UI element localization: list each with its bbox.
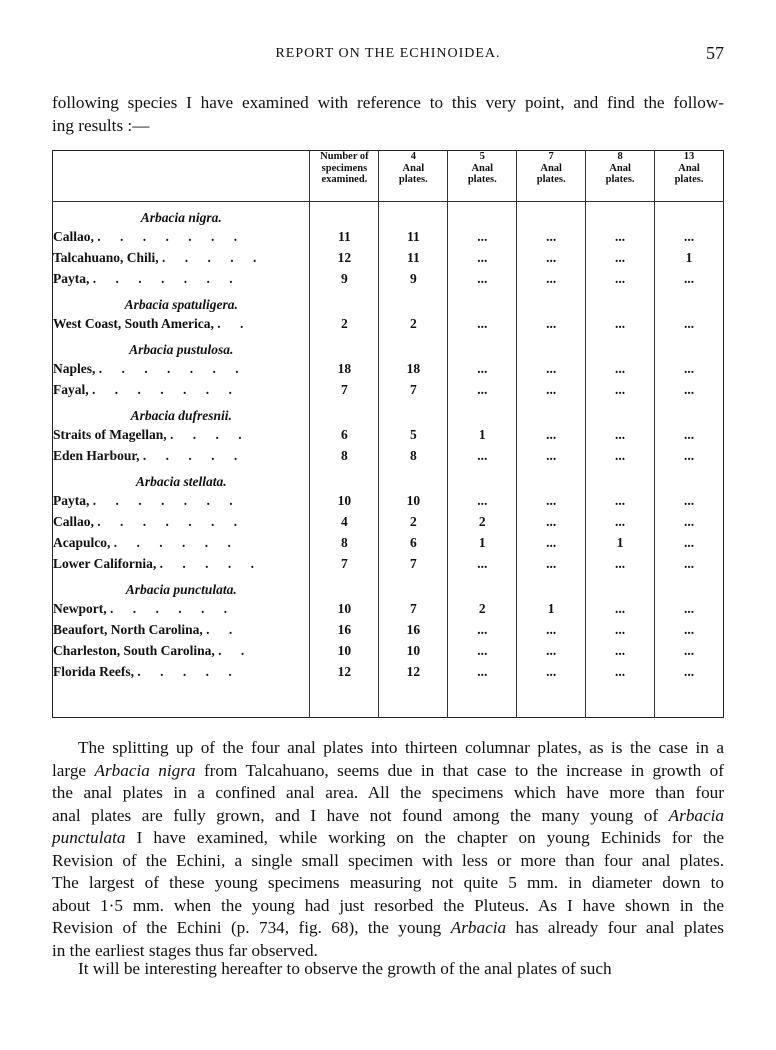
species-name: Arbacia punctulata. <box>125 582 237 597</box>
species-row <box>53 334 724 358</box>
column-header-line: Anal <box>609 162 631 174</box>
text-line: large Arbacia nigra from Talcahuano, seems due in that case to the increase in growth of <box>52 760 724 780</box>
locality-name: Eden Harbour, <box>53 447 143 463</box>
text-line: the anal plates in a confined anal area. All the specimens which have more than four <box>52 783 724 802</box>
table-row <box>53 490 724 511</box>
locality-name: Straits of Magellan, <box>53 426 170 442</box>
leader-dots: . . <box>206 621 241 637</box>
value-cell: ... <box>586 247 655 268</box>
value-cell: ... <box>586 268 655 289</box>
empty-cell <box>517 289 586 313</box>
value-cell: 7 <box>310 553 379 574</box>
empty-cell <box>586 202 655 227</box>
value-cell: ... <box>448 379 517 400</box>
empty-cell <box>310 466 379 490</box>
value-cell: ... <box>448 553 517 574</box>
empty-cell <box>448 466 517 490</box>
text-line: in the earliest stages thus far observed. <box>52 940 318 960</box>
empty-cell <box>655 289 724 313</box>
value-cell: ... <box>586 490 655 511</box>
locality-cell <box>53 553 310 574</box>
column-header-line: plates. <box>467 174 497 185</box>
value-cell: ... <box>586 640 655 661</box>
table-body <box>53 202 724 718</box>
value-cell: 11 <box>379 247 448 268</box>
value-cell: ... <box>448 226 517 247</box>
empty-cell <box>586 466 655 490</box>
italic-taxon: Arbacia <box>668 805 724 825</box>
species-row <box>53 466 724 490</box>
empty-cell <box>448 334 517 358</box>
species-name: Arbacia nigra. <box>140 210 222 225</box>
value-cell: ... <box>517 424 586 445</box>
value-cell: ... <box>448 619 517 640</box>
column-header-line: 8 <box>617 151 623 162</box>
value-cell: 2 <box>310 313 379 334</box>
locality-cell <box>53 490 310 511</box>
value-cell: 2 <box>379 313 448 334</box>
column-header-line: 5 <box>479 151 485 162</box>
value-cell: 8 <box>379 445 448 466</box>
value-cell: ... <box>655 379 724 400</box>
value-cell: ... <box>655 640 724 661</box>
empty-cell <box>655 400 724 424</box>
value-cell: 10 <box>310 598 379 619</box>
table-row <box>53 661 724 682</box>
leader-dots: . . . . . . . <box>98 360 247 376</box>
value-cell: 9 <box>310 268 379 289</box>
value-cell: ... <box>655 553 724 574</box>
text-line: It will be interesting hereafter to observe the growth of the anal plates of such <box>78 959 612 978</box>
value-cell: ... <box>655 358 724 379</box>
empty-cell <box>379 574 448 598</box>
table-row <box>53 424 724 445</box>
locality-cell <box>53 379 310 400</box>
leader-dots: . . . . . . . <box>97 513 246 529</box>
value-cell: 10 <box>379 490 448 511</box>
value-cell: ... <box>586 553 655 574</box>
value-cell: 4 <box>310 511 379 532</box>
value-cell: 1 <box>448 532 517 553</box>
column-header <box>655 151 724 202</box>
empty-cell <box>448 289 517 313</box>
empty-cell <box>517 466 586 490</box>
locality-name: Florida Reefs, <box>53 663 138 679</box>
value-cell: ... <box>586 619 655 640</box>
empty-cell <box>586 334 655 358</box>
value-cell: 7 <box>379 553 448 574</box>
value-cell: ... <box>586 424 655 445</box>
value-cell: ... <box>586 358 655 379</box>
page-number: 57 <box>706 43 724 63</box>
value-cell: ... <box>448 247 517 268</box>
value-cell: ... <box>655 661 724 682</box>
empty-cell <box>379 202 448 227</box>
empty-cell <box>655 466 724 490</box>
leader-dots: . . . . <box>170 426 250 442</box>
table-row <box>53 226 724 247</box>
locality-name: Callao, <box>53 513 98 529</box>
value-cell: 11 <box>379 226 448 247</box>
empty-cell <box>310 400 379 424</box>
locality-name: Talcahuano, Chili, <box>53 249 163 265</box>
value-cell: ... <box>448 313 517 334</box>
value-cell: ... <box>655 490 724 511</box>
value-cell: 12 <box>379 661 448 682</box>
text-line: The largest of these young specimens measuring not quite 5 mm. in diameter down to <box>52 873 724 892</box>
column-header-line: Anal <box>402 162 425 174</box>
column-header <box>517 151 586 202</box>
table-row <box>53 640 724 661</box>
value-cell: ... <box>517 490 586 511</box>
value-cell: 18 <box>310 358 379 379</box>
empty-cell <box>379 289 448 313</box>
leader-dots: . . . . . . <box>110 600 236 616</box>
spacer-cell <box>586 682 655 718</box>
intro-paragraph <box>52 92 724 137</box>
leader-dots: . . . . . <box>142 447 246 463</box>
locality-name: Newport, <box>53 600 110 616</box>
value-cell: ... <box>655 268 724 289</box>
locality-name: Fayal, <box>53 381 92 397</box>
value-cell: ... <box>586 661 655 682</box>
column-header-line: 7 <box>548 151 554 162</box>
species-name: Arbacia spatuligera. <box>124 297 238 312</box>
leader-dots: . . . . . <box>137 663 240 679</box>
empty-cell <box>310 574 379 598</box>
value-cell: ... <box>517 553 586 574</box>
locality-cell <box>53 424 310 445</box>
column-header-line: Anal <box>540 162 562 174</box>
leader-dots: . . . . . <box>162 249 265 265</box>
body-paragraph-1 <box>52 737 724 962</box>
locality-cell <box>53 445 310 466</box>
value-cell: ... <box>655 532 724 553</box>
table-row <box>53 358 724 379</box>
value-cell: 10 <box>310 640 379 661</box>
value-cell: 1 <box>517 598 586 619</box>
value-cell: 7 <box>379 379 448 400</box>
text-line: ing results :— <box>52 115 150 135</box>
locality-cell <box>53 247 310 268</box>
empty-cell <box>379 400 448 424</box>
value-cell: ... <box>517 268 586 289</box>
text-line: about 1·5 mm. when the young had just resorbed the Pluteus. As I have shown in the <box>52 895 724 915</box>
locality-name: Lower California, <box>53 555 160 571</box>
text-line: following species I have examined with reference to this very point, and find the follow- <box>52 93 724 112</box>
column-header <box>379 151 448 202</box>
locality-cell <box>53 358 310 379</box>
table-row <box>53 247 724 268</box>
value-cell: ... <box>517 661 586 682</box>
spacer-cell <box>448 682 517 718</box>
text-line: Revision of the Echini (p. 734, fig. 68), the young Arbacia has already four anal plates <box>52 918 724 937</box>
value-cell: 8 <box>310 445 379 466</box>
leader-dots: . . <box>218 642 253 658</box>
spacer-cell <box>310 682 379 718</box>
column-header <box>586 151 655 202</box>
locality-name: Payta, <box>53 270 93 286</box>
text-line: punctulata I have examined, while working on the chapter on young Echinids for the <box>52 828 724 847</box>
locality-cell <box>53 268 310 289</box>
text-line: The splitting up of the four anal plates into thirteen columnar plates, as is the case in a <box>78 738 724 757</box>
column-header-line: examined. <box>321 174 368 185</box>
value-cell: ... <box>586 379 655 400</box>
leader-dots: . . . . . . . <box>97 228 246 244</box>
value-cell: 1 <box>448 424 517 445</box>
value-cell: 18 <box>379 358 448 379</box>
value-cell: 2 <box>379 511 448 532</box>
spacer-cell <box>655 682 724 718</box>
value-cell: 5 <box>379 424 448 445</box>
table-row <box>53 532 724 553</box>
column-header-line: Anal <box>471 162 494 174</box>
locality-cell <box>53 640 310 661</box>
column-header <box>310 151 379 202</box>
table-row <box>53 379 724 400</box>
value-cell: ... <box>586 445 655 466</box>
leader-dots: . . <box>217 315 252 331</box>
value-cell: ... <box>448 640 517 661</box>
value-cell: ... <box>517 358 586 379</box>
species-name: Arbacia dufresnii. <box>130 408 232 423</box>
empty-cell <box>517 574 586 598</box>
empty-cell <box>586 400 655 424</box>
italic-taxon: Arbacia nigra <box>94 760 196 780</box>
locality-name: Naples, <box>53 360 99 376</box>
empty-cell <box>586 289 655 313</box>
value-cell: ... <box>655 598 724 619</box>
leader-dots: . . . . . . . <box>92 492 241 508</box>
italic-taxon: punctulata <box>52 828 126 847</box>
table-row <box>53 511 724 532</box>
locality-name: West Coast, South America, <box>53 315 218 331</box>
value-cell: ... <box>448 268 517 289</box>
locality-cell <box>53 598 310 619</box>
value-cell: 6 <box>310 424 379 445</box>
value-cell: 7 <box>379 598 448 619</box>
anal-plates-table <box>52 150 724 718</box>
spacer-cell <box>379 682 448 718</box>
value-cell: 9 <box>379 268 448 289</box>
empty-cell <box>310 202 379 227</box>
value-cell: 12 <box>310 247 379 268</box>
value-cell: ... <box>586 226 655 247</box>
empty-cell <box>310 334 379 358</box>
leader-dots: . . . . . . . <box>92 270 241 286</box>
value-cell: ... <box>586 313 655 334</box>
value-cell: ... <box>448 661 517 682</box>
italic-taxon: Arbacia <box>450 918 507 937</box>
running-title: REPORT ON THE ECHINOIDEA. <box>275 46 501 61</box>
table-row <box>53 553 724 574</box>
spacer-cell <box>53 682 310 718</box>
value-cell: 16 <box>379 619 448 640</box>
value-cell: ... <box>517 640 586 661</box>
locality-cell <box>53 661 310 682</box>
value-cell: ... <box>517 247 586 268</box>
value-cell: 11 <box>310 226 379 247</box>
value-cell: 1 <box>655 247 724 268</box>
locality-cell <box>53 226 310 247</box>
body-paragraph-2 <box>52 958 724 981</box>
species-row <box>53 289 724 313</box>
value-cell: 1 <box>586 532 655 553</box>
empty-cell <box>517 334 586 358</box>
species-name: Arbacia pustulosa. <box>129 342 234 357</box>
empty-cell <box>655 202 724 227</box>
empty-cell <box>379 334 448 358</box>
value-cell: 2 <box>448 598 517 619</box>
column-header-line: specimens <box>321 162 368 174</box>
value-cell: ... <box>586 511 655 532</box>
value-cell: ... <box>517 532 586 553</box>
empty-cell <box>310 289 379 313</box>
locality-cell <box>53 313 310 334</box>
column-header-line: plates. <box>536 174 566 185</box>
column-header-line: plates. <box>674 174 704 185</box>
value-cell: 12 <box>310 661 379 682</box>
value-cell: ... <box>517 313 586 334</box>
value-cell: ... <box>517 379 586 400</box>
value-cell: ... <box>655 424 724 445</box>
locality-cell <box>53 619 310 640</box>
header-locality-cell <box>53 151 310 202</box>
value-cell: ... <box>655 619 724 640</box>
value-cell: 2 <box>448 511 517 532</box>
species-row <box>53 400 724 424</box>
value-cell: ... <box>448 358 517 379</box>
column-header-line: 4 <box>410 151 416 162</box>
value-cell: ... <box>517 445 586 466</box>
value-cell: ... <box>517 619 586 640</box>
value-cell: 8 <box>310 532 379 553</box>
locality-cell <box>53 532 310 553</box>
spacer-cell <box>517 682 586 718</box>
value-cell: ... <box>655 511 724 532</box>
column-header-line: plates. <box>605 174 635 185</box>
locality-name: Acapulco, <box>53 534 114 550</box>
leader-dots: . . . . . . <box>113 534 239 550</box>
column-header-line: plates. <box>398 174 428 185</box>
species-row <box>53 574 724 598</box>
column-header-line: 13 <box>683 151 695 162</box>
table-row <box>53 445 724 466</box>
species-row <box>53 202 724 227</box>
value-cell: ... <box>655 313 724 334</box>
column-header <box>448 151 517 202</box>
empty-cell <box>655 574 724 598</box>
value-cell: ... <box>517 226 586 247</box>
species-name: Arbacia stellata. <box>135 474 227 489</box>
running-header <box>52 43 724 70</box>
table-header-row <box>53 151 724 202</box>
value-cell: 16 <box>310 619 379 640</box>
empty-cell <box>448 400 517 424</box>
value-cell: ... <box>448 445 517 466</box>
table-spacer-row <box>53 682 724 718</box>
value-cell: ... <box>655 226 724 247</box>
locality-name: Callao, <box>53 228 98 244</box>
value-cell: 10 <box>379 640 448 661</box>
text-line: anal plates are fully grown, and I have not found among the many young of Arbacia <box>52 805 724 825</box>
empty-cell <box>655 334 724 358</box>
value-cell: ... <box>517 511 586 532</box>
locality-name: Payta, <box>53 492 93 508</box>
column-header-line: Anal <box>678 162 700 174</box>
empty-cell <box>517 400 586 424</box>
locality-name: Charleston, South Carolina, <box>53 642 219 658</box>
table-row <box>53 619 724 640</box>
locality-cell <box>53 511 310 532</box>
table-row <box>53 598 724 619</box>
text-line: Revision of the Echini, a single small specimen with less or more than four anal plates. <box>52 850 724 870</box>
value-cell: 10 <box>310 490 379 511</box>
value-cell: ... <box>655 445 724 466</box>
leader-dots: . . . . . . . <box>92 381 240 397</box>
value-cell: 6 <box>379 532 448 553</box>
table-row <box>53 313 724 334</box>
value-cell: 7 <box>310 379 379 400</box>
table-row <box>53 268 724 289</box>
empty-cell <box>448 202 517 227</box>
column-header-line: Number of <box>320 151 369 162</box>
empty-cell <box>517 202 586 227</box>
locality-name: Beaufort, North Carolina, <box>53 621 207 637</box>
empty-cell <box>448 574 517 598</box>
value-cell: ... <box>586 598 655 619</box>
value-cell: ... <box>448 490 517 511</box>
empty-cell <box>586 574 655 598</box>
leader-dots: . . . . . <box>159 555 262 571</box>
empty-cell <box>379 466 448 490</box>
